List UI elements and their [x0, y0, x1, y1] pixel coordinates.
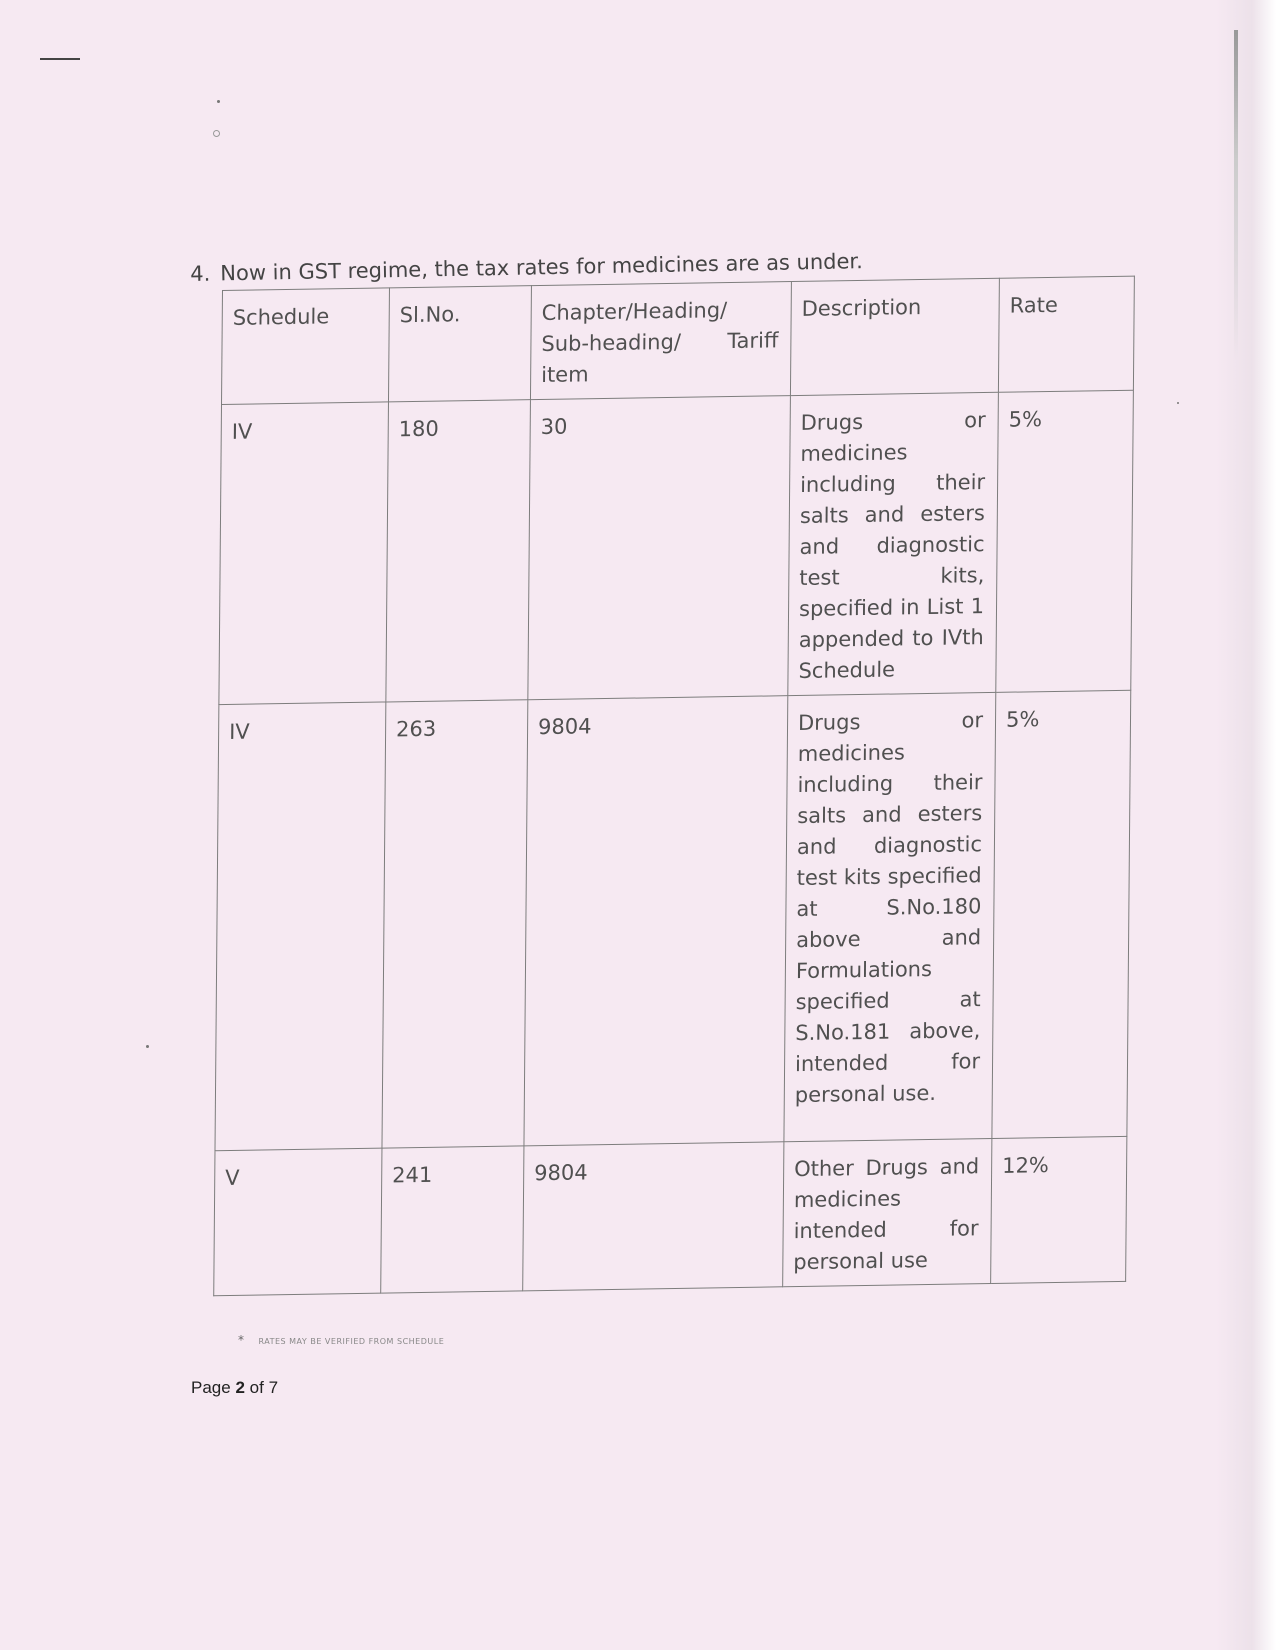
footnote	[238, 1333, 444, 1347]
scan-speck	[146, 1045, 149, 1048]
cell-chapter: 9804	[524, 696, 788, 1146]
gst-rates-table-wrapper	[213, 277, 1058, 1296]
gst-rates-table	[213, 276, 1135, 1297]
intro-paragraph	[190, 249, 863, 286]
footnote-star: *	[238, 1333, 245, 1347]
cell-chapter: 30	[528, 396, 791, 700]
cell-schedule: IV	[219, 402, 389, 705]
cell-sl-no: 180	[386, 400, 531, 702]
scan-speck	[1177, 402, 1179, 404]
header-sl-no: Sl.No.	[388, 286, 531, 402]
header-rate: Rate	[998, 276, 1134, 392]
scan-speck	[213, 130, 220, 137]
scan-speck	[217, 100, 220, 103]
page-prefix: Page	[191, 1378, 231, 1397]
margin-mark	[40, 58, 80, 60]
cell-rate: 5%	[996, 390, 1134, 692]
cell-schedule: IV	[215, 702, 386, 1151]
page-current: 2	[235, 1378, 245, 1397]
table-header-row	[222, 276, 1135, 404]
cell-rate: 12%	[991, 1136, 1127, 1283]
page-number	[191, 1378, 278, 1398]
cell-description: Other Drugs and medicines intended for personal use	[783, 1139, 992, 1287]
scan-edge-shadow	[1216, 0, 1276, 1650]
cell-schedule: V	[214, 1148, 382, 1296]
cell-rate: 5%	[992, 690, 1131, 1138]
cell-sl-no: 263	[382, 700, 528, 1148]
cell-description: Drugs or medicines including their salts and esters and diagnostic test kits, specified in List 1 appended to IVth Schedule	[788, 392, 999, 695]
footnote-text: RATES MAY BE VERIFIED FROM SCHEDULE	[258, 1337, 445, 1346]
intro-text: Now in GST regime, the tax rates for medicines are as under.	[220, 249, 864, 286]
header-description: Description	[790, 278, 999, 395]
page-sep: of	[249, 1378, 264, 1397]
header-chapter: Chapter/Heading/ Sub-heading/ Tariff item	[530, 282, 791, 400]
table-row	[214, 1136, 1127, 1295]
table-row	[219, 390, 1134, 704]
scan-edge-line	[1234, 30, 1238, 360]
header-schedule: Schedule	[222, 288, 390, 405]
table-row	[215, 690, 1131, 1150]
intro-number: 4.	[190, 261, 211, 286]
cell-description: Drugs or medicines including their salts and esters and diagnostic test kits specified at S.No.180 above and Formulations specified at S.No.181 above, intended for personal use.	[784, 692, 996, 1141]
cell-chapter: 9804	[523, 1142, 784, 1291]
page-total: 7	[268, 1378, 279, 1397]
cell-sl-no: 241	[381, 1146, 524, 1293]
